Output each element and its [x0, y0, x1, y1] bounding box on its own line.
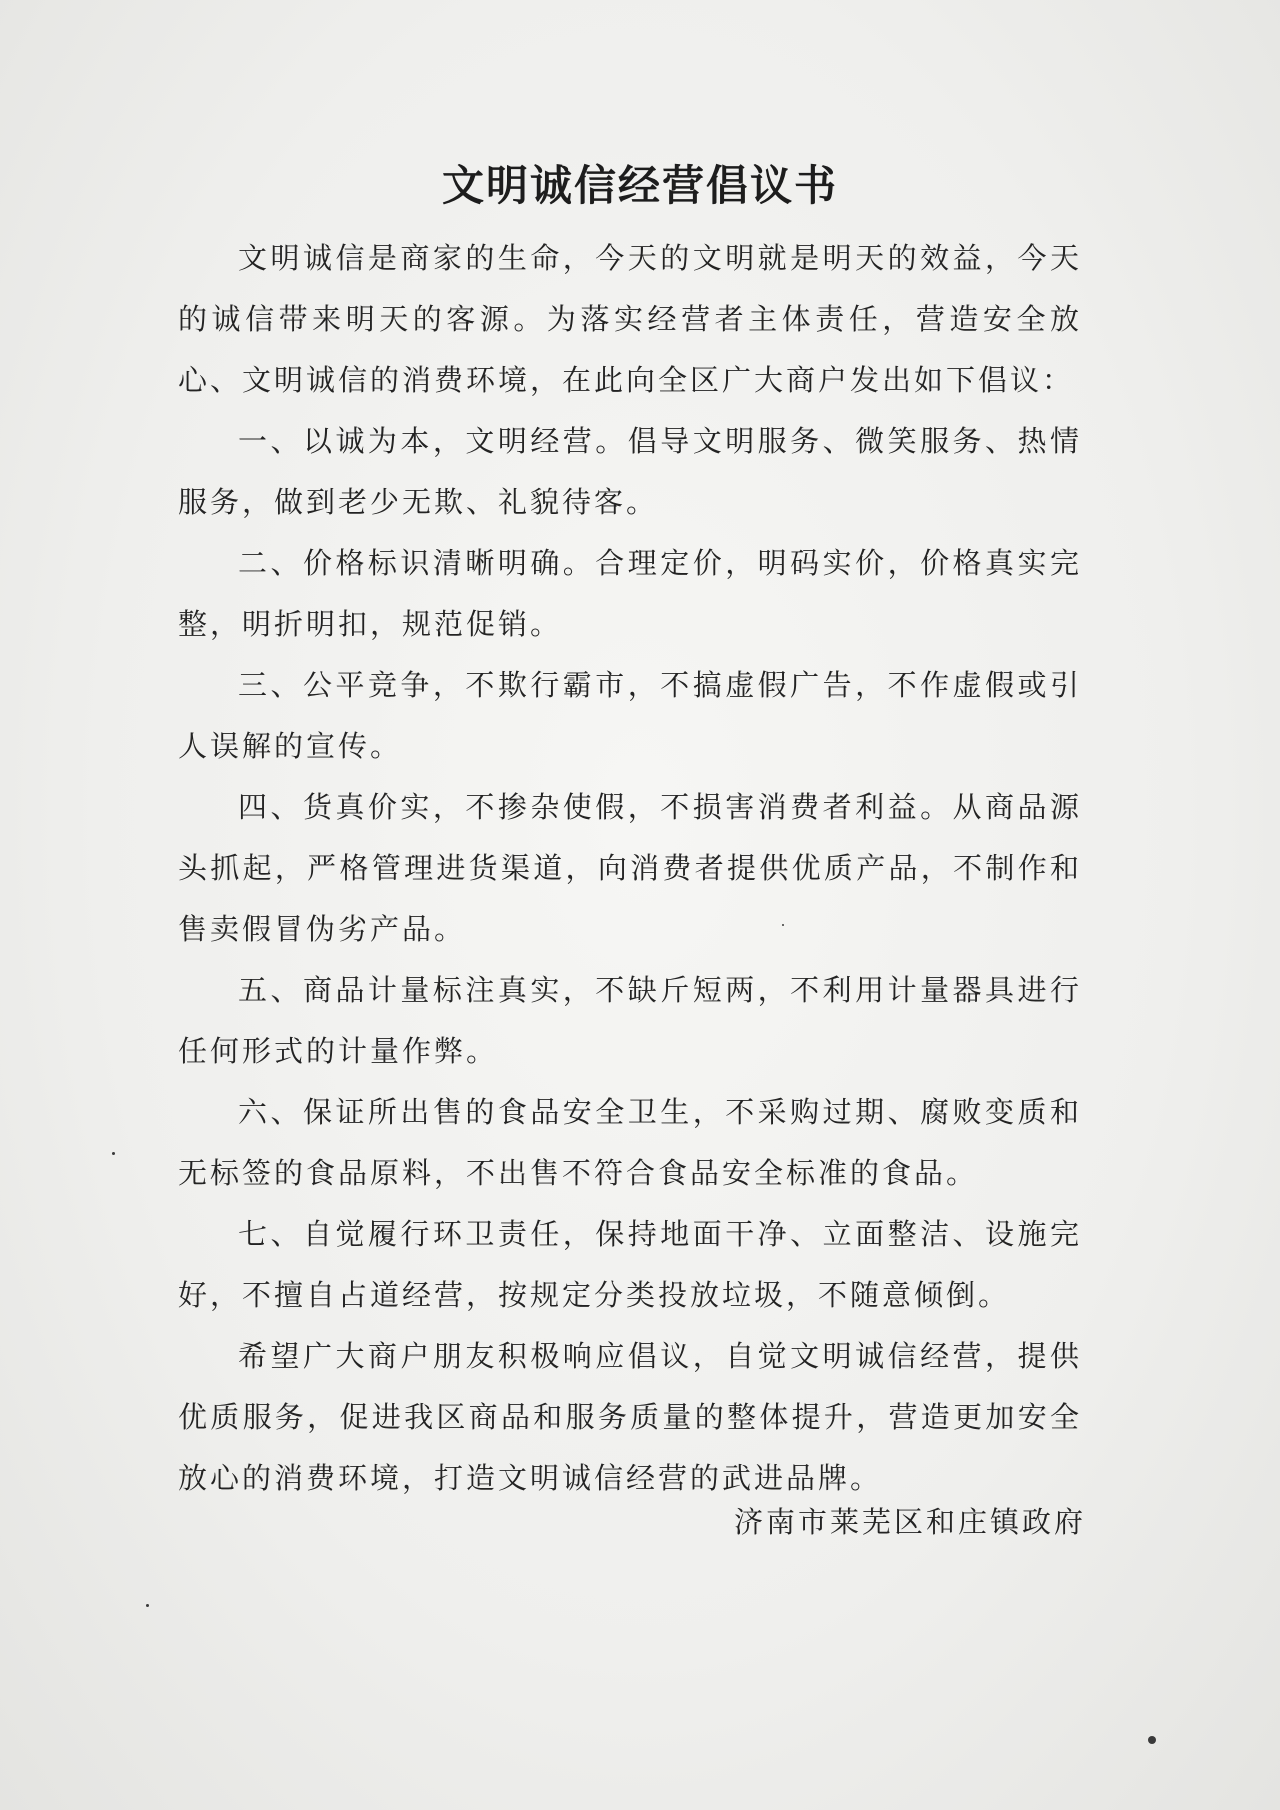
paragraph-item-6: 六、保证所出售的食品安全卫生，不采购过期、腐败变质和无标签的食品原料，不出售不符合食品安全标准的食品。 — [178, 1095, 1082, 1190]
document-signature: 济南市莱芜区和庄镇政府 — [733, 1505, 1086, 1539]
document-title: 文明诚信经营倡议书 — [441, 161, 838, 210]
paper-speck — [112, 1152, 115, 1155]
paper-speck — [146, 1604, 149, 1607]
document-body — [178, 228, 1082, 1509]
paragraph-closing: 希望广大商户朋友积极响应倡议，自觉文明诚信经营，提供优质服务，促进我区商品和服务质量的整体提升，营造更加安全放心的消费环境，打造文明诚信经营的武进品牌。 — [178, 1339, 1082, 1495]
paragraph-intro: 文明诚信是商家的生命，今天的文明就是明天的效益，今天的诚信带来明天的客源。为落实经营者主体责任，营造安全放心、文明诚信的消费环境，在此向全区广大商户发出如下倡议： — [178, 241, 1082, 397]
paper-speck — [1148, 1736, 1156, 1744]
paragraph-item-7: 七、自觉履行环卫责任，保持地面干净、立面整洁、设施完好，不擅自占道经营，按规定分类投放垃圾，不随意倾倒。 — [178, 1217, 1082, 1312]
paragraph-item-1: 一、以诚为本，文明经营。倡导文明服务、微笑服务、热情服务，做到老少无欺、礼貌待客。 — [178, 424, 1082, 519]
paragraph-item-4: 四、货真价实，不掺杂使假，不损害消费者利益。从商品源头抓起，严格管理进货渠道，向消费者提供优质产品，不制作和售卖假冒伪劣产品。 — [178, 790, 1082, 946]
paragraph-item-5: 五、商品计量标注真实，不缺斤短两，不利用计量器具进行任何形式的计量作弊。 — [178, 973, 1082, 1068]
paper-speck — [782, 924, 784, 926]
paragraph-item-2: 二、价格标识清晰明确。合理定价，明码实价，价格真实完整，明折明扣，规范促销。 — [178, 546, 1082, 641]
paragraph-item-3: 三、公平竞争，不欺行霸市，不搞虚假广告，不作虚假或引人误解的宣传。 — [178, 668, 1082, 763]
